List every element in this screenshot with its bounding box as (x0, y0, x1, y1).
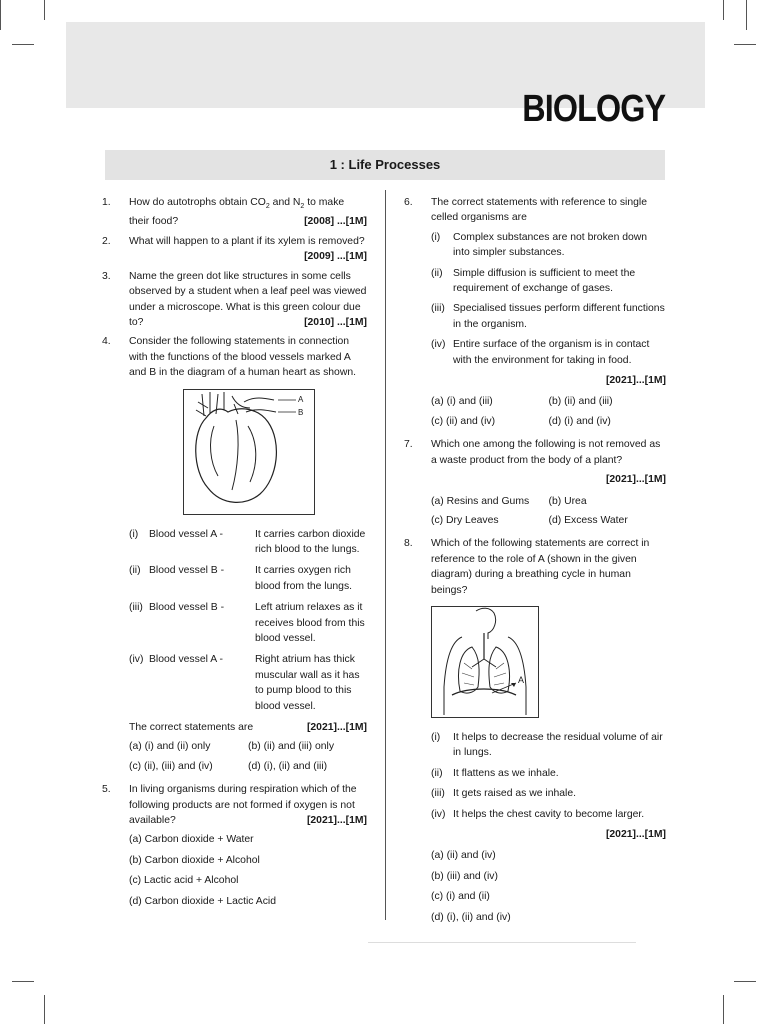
question-5: 5. In living organisms during respiration which of the following products are not formed if oxygen is not available? [2021]...[1M] (102, 782, 367, 828)
year-ref: [2021]...[1M] (605, 474, 666, 486)
question-number: 7. (404, 439, 413, 451)
crop-mark (44, 0, 45, 20)
option-c: (c) (i) and (ii) (431, 891, 490, 903)
options (129, 832, 367, 909)
question-number: 8. (404, 538, 413, 550)
left-column (102, 195, 367, 914)
statement-item: (ii) Blood vessel B - It carries oxygen rich blood from the lungs. (129, 565, 353, 592)
options (431, 494, 666, 529)
options (431, 848, 666, 925)
year-ref: [2009] ...[1M] (304, 251, 367, 263)
label-b: B (298, 407, 304, 417)
question-number: 6. (404, 197, 413, 208)
option-a: (a) (i) and (ii) only (129, 741, 211, 753)
question-text: Which one among the following is not removed as a waste product from the body of a plant? (431, 439, 661, 466)
option-a: (a) Resins and Gums (431, 495, 530, 507)
crop-mark (0, 0, 1, 30)
crop-mark (44, 995, 45, 1024)
year-ref: [2021]...[1M] (605, 828, 666, 840)
statement-list (431, 730, 666, 822)
right-column (404, 195, 666, 930)
year-ref: [2021]...[1M] (306, 815, 367, 827)
question-4 (102, 334, 367, 380)
option-a: (a) Carbon dioxide + Water (129, 834, 254, 846)
statement-item: (iii) It gets raised as we inhale. (431, 788, 577, 800)
crop-mark (734, 981, 756, 982)
question-number: 3. (102, 270, 111, 282)
options (129, 739, 367, 774)
statement-list (431, 230, 666, 368)
year-ref: [2008] ...[1M] (304, 216, 367, 228)
statement-item: (i) Blood vessel A - It carries carbon dioxide rich blood to the lungs. (129, 528, 366, 555)
statement-item: (i) It helps to decrease the residual volume of air in lungs. (431, 731, 663, 759)
statement-item: (ii) It flattens as we inhale. (431, 767, 559, 779)
year-ref: [2010] ...[1M] (304, 316, 367, 328)
statement-item: (iii) Blood vessel B - Left atrium relaxes as it receives blood from this blood vessel. (129, 602, 365, 644)
statement-item: (iv) Entire surface of the organism is in contact with the environment for taking in food. (431, 339, 650, 366)
question-1: 1. How do autotrophs obtain $CO_2$ and $N_2$ to make their food? [2008] ...[1M] (102, 195, 367, 230)
column-divider (385, 190, 386, 920)
crop-mark (734, 44, 756, 45)
year-ref: [2021]...[1M] (306, 722, 367, 734)
label-a: A (298, 394, 304, 404)
crop-mark (12, 44, 34, 45)
statement-item: (iv) It helps the chest cavity to become larger. (431, 808, 645, 820)
option-d: (d) Excess Water (548, 514, 628, 526)
option-b: (b) (ii) and (iii) (548, 396, 613, 408)
crop-mark (12, 981, 34, 982)
heart-diagram (183, 389, 315, 515)
option-d: (d) (i), (ii) and (iii) (248, 760, 328, 772)
crop-mark (723, 0, 724, 20)
question-number: 1. (102, 197, 111, 208)
question-3: 3. Name the green dot like structures in some cells observed by a student when a leaf peel was viewed under a microscope. What is this green colour due to? [2010] ...[1M] (102, 269, 367, 331)
question-number: 5. (102, 784, 111, 796)
heart-illustration (184, 390, 314, 514)
option-b: (b) Carbon dioxide + Alcohol (129, 854, 260, 866)
statement-item: (iv) Blood vessel A - Right atrium has thick muscular wall as it has to pump blood to this blood vessel. (129, 654, 360, 712)
option-c: (c) Dry Leaves (431, 514, 499, 526)
question-number: 4. (102, 336, 111, 348)
option-c: (c) (ii), (iii) and (iv) (129, 760, 213, 772)
lungs-illustration (432, 607, 538, 717)
correct-statements-line: The correct statements are [2021]...[1M] (129, 720, 367, 735)
question-8 (404, 536, 666, 598)
statement-item: (iii) Specialised tissues perform different functions in the organism. (431, 303, 665, 330)
question-number: 2. (102, 235, 111, 247)
question-2: 2. What will happen to a plant if its xylem is removed? [2009] ...[1M] (102, 234, 367, 265)
statement-item: (i) Complex substances are not broken down into simpler substances. (431, 231, 648, 259)
option-d: (d) Carbon dioxide + Lactic Acid (129, 895, 276, 907)
option-c: (c) (ii) and (iv) (431, 415, 496, 427)
crop-mark (746, 0, 747, 30)
question-6 (404, 195, 666, 226)
option-c: (c) Lactic acid + Alcohol (129, 875, 239, 887)
question-text: Which of the following statements are correct in reference to the role of A (shown in the given diagram) during a breathing cycle in human beings? (431, 538, 650, 596)
option-a: (a) (ii) and (iv) (431, 850, 496, 862)
label-a: A (518, 674, 525, 685)
option-b: (b) (ii) and (iii) only (248, 741, 335, 753)
option-d: (d) (i), (ii) and (iv) (431, 911, 511, 923)
question-text: Consider the following statements in connection with the functions of the blood vessels marked A and B in the diagram of a human heart as shown. (129, 336, 357, 379)
option-a: (a) (i) and (iii) (431, 396, 493, 408)
subject-title: BIOLOGY (522, 88, 665, 130)
options (431, 394, 666, 429)
option-b: (b) (iii) and (iv) (431, 870, 498, 882)
statement-item: (ii) Simple diffusion is sufficient to meet the requirement of exchange of gases. (431, 267, 636, 295)
year-ref: [2021]...[1M] (605, 375, 666, 387)
crop-mark (723, 995, 724, 1024)
footer-rule (368, 942, 636, 943)
option-b: (b) Urea (548, 495, 587, 507)
chapter-heading: 1 : Life Processes (105, 150, 665, 180)
option-d: (d) (i) and (iv) (548, 415, 611, 427)
question-7 (404, 437, 666, 468)
question-text: The correct statements with reference to single celled organisms are (431, 197, 647, 224)
respiratory-diagram (431, 606, 539, 718)
